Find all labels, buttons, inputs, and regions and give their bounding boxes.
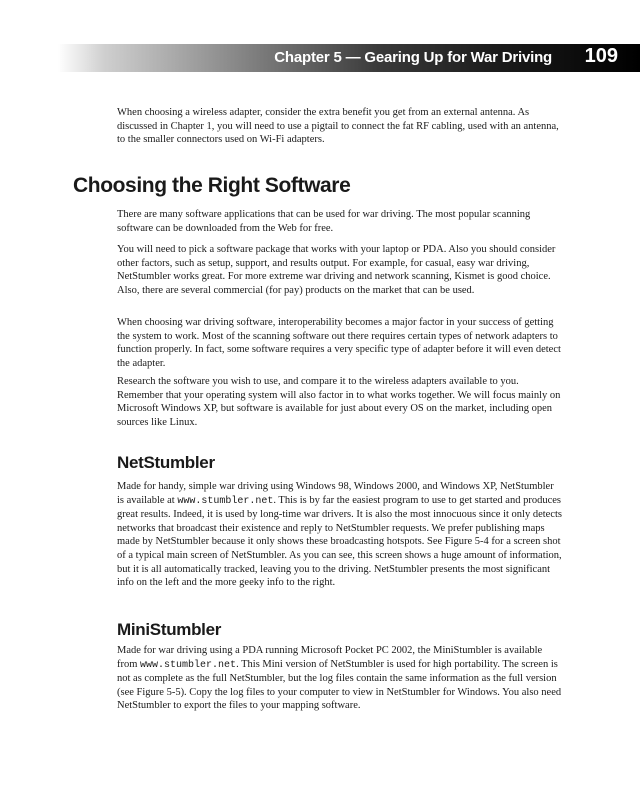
netstumbler-url: www.stumbler.net xyxy=(177,495,274,507)
section-paragraph-1: There are many software applications that can be used for war driving. The most popular scanning software can be downloaded from the Web for free. xyxy=(117,209,531,234)
netstumbler-paragraph xyxy=(117,480,562,590)
section-heading: Choosing the Right Software xyxy=(73,174,351,197)
ministumbler-url: www.stumbler.net xyxy=(140,659,237,671)
intro-paragraph: When choosing a wireless adapter, consider the extra benefit you get from an external antenna. As discussed in Chapter 1, you will need to use a pigtail to connect the fat RF cabling, used with an antenna, to the smaller connectors used on Wi-Fi adapters. xyxy=(117,107,559,146)
netstumbler-heading: NetStumbler xyxy=(117,453,215,472)
ministumbler-heading: MiniStumbler xyxy=(117,620,222,639)
section-paragraph-3: When choosing war driving software, interoperability becomes a major factor in your success of getting the system to work. Most of the scanning software out there requires certain types of network adapters to function properly. In fact, some software requires a very specific type of adapter before it will even detect the adapter. xyxy=(117,317,561,369)
netstumbler-text-after: . This is by far the easiest program to use to get started and produces great results. Indeed, it is used by long-time war drivers. It is also the most innocuous since it only detects networks that broadcast their existence and reply to NetStumbler requests. We prefer publishing maps made by NetStumbler because it only shows these broadcasting hotspots. See Figure 5-4 for a screen shot of a typical main screen of NetStumbler. As you can see, this screen shows a huge amount of information, but it is all automatically tracked, leaving you to the driving. NetStumbler presents the most significant info on the left and the more geeky info to the right. xyxy=(117,494,562,589)
page-number: 109 xyxy=(584,45,618,67)
running-header xyxy=(58,44,640,72)
chapter-title: Chapter 5 — Gearing Up for War Driving xyxy=(274,49,552,66)
netstumbler-text-before: Made for handy, simple war driving using Windows 98, Windows 2000, and Windows XP, NetStumbler is available at xyxy=(117,481,554,506)
ministumbler-text-after: . This Mini version of NetStumbler is used for high portability. The screen is not as complete as the full NetStumbler, but the log files contain the same information as the full version (see Figure 5-5). Copy the log files to your computer to view in NetStumbler for Windows. You also need NetStumbler to export the files to your mapping software. xyxy=(117,658,562,712)
ministumbler-text-before: Made for war driving using a PDA running Microsoft Pocket PC 2002, the MiniStumbler is available from xyxy=(117,645,543,670)
ministumbler-paragraph xyxy=(117,644,562,713)
section-paragraph-4: Research the software you wish to use, and compare it to the wireless adapters available to you. Remember that your operating system will also factor in to what works together. We will focus mainly on Microsoft Windows XP, but software is available for just about every OS on the market, including open sources like Linux. xyxy=(117,376,561,428)
section-paragraph-2: You will need to pick a software package that works with your laptop or PDA. Also you should consider other factors, such as setup, support, and results output. For example, for casual, easy war driving, NetStumbler works great. For more extreme war driving and network scanning, Kismet is good choice. Also, there are several commercial (for pay) products on the market that can be used. xyxy=(117,244,556,296)
